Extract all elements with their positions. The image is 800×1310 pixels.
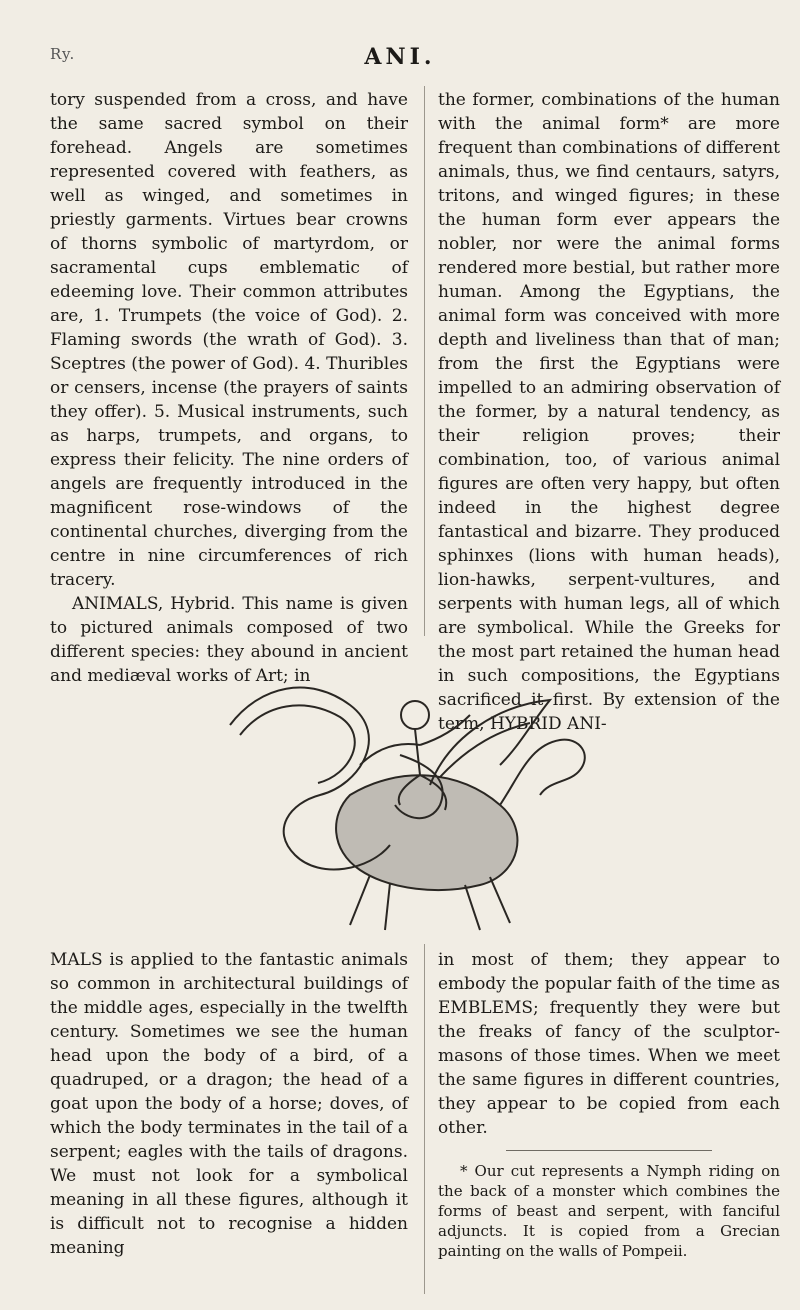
right-column-top xyxy=(438,88,780,736)
paragraph-fantastic-animals: MALS is applied to the fantastic animals so common in architectural buildings of the middle ages, especially in the twelfth century. Sometimes we see the human head upon the body of a bird, of a quadruped, or a dragon; the head of a goat upon the body of a horse; doves, of which the body terminates in the tail of a serpent; eagles with the tails of dragons. We must not look for a symbolical meaning in all these figures, although it is difficult not to recognise a hidden meaning xyxy=(50,950,408,1258)
left-column-bottom xyxy=(50,948,408,1260)
left-column-top xyxy=(50,88,408,688)
column-divider-top xyxy=(424,86,425,636)
column-divider-bottom xyxy=(424,944,425,1294)
page-corner-mark: Ry. xyxy=(50,45,76,63)
paragraph-animals-hybrid: ANIMALS, Hybrid. This name is given to pictured animals composed of two different species: they abound in ancient and mediæval works of Art; in xyxy=(50,594,408,686)
paragraph-hybrid-continued: the former, combinations of the human with the animal form* are more frequent than combinations of different animals, thus, we find centaurs, satyrs, tritons, and winged figures; in these the human form ever appears the nobler, nor were the animal forms rendered more bestial, but rather more human. Among the Egyptians, the animal form was conceived with more depth and liveliness than that of man; from the first the Egyptians were impelled to an admiring observation of the former, by a natural tendency, as their religion proves; their combination, too, of various animal figures are often very happy, but often indeed in the highest degree fantastical and bizarre. They produced sphinxes (lions with human heads), lion-hawks, serpent-vultures, and serpents with human legs, all of which are symbolical. While the Greeks for the most part retained the human head in such compositions, the Egyptians sacrificed it first. By extension of the term, HYBRID ANI- xyxy=(438,90,780,734)
footnote-rule xyxy=(506,1150,711,1151)
nymph-monster-illustration xyxy=(200,645,600,935)
right-column-bottom xyxy=(438,948,780,1261)
paragraph-angels: tory suspended from a cross, and have the same sacred symbol on their forehead. Angels are sometimes represented covered with feathers, as well as winged, and sometimes in priestly garments. Virtues bear crowns of thorns symbolic of martyrdom, or sacramental cups emblematic of edeeming love. Their common attributes are, 1. Trumpets (the voice of God). 2. Flaming swords (the wrath of God). 3. Sceptres (the power of God). 4. Thuribles or censers, incense (the prayers of saints they offer). 5. Musical instruments, such as harps, trumpets, and organs, to express their felicity. The nine orders of angels are frequently introduced in the magnificent rose-windows of the continental churches, diverging from the centre in nine circumferences of rich tracery. xyxy=(50,90,408,590)
running-head: ANI. xyxy=(364,44,436,70)
footnote: * Our cut represents a Nymph riding on the back of a monster which combines the forms of beast and serpent, with fanciful adjuncts. It is copied from a Grecian painting on the walls of Pompeii. xyxy=(438,1162,780,1260)
paragraph-emblems: in most of them; they appear to embody the popular faith of the time as EMBLEMS; frequently they were but the freaks of fancy of the sculptor-masons of those times. When we meet the same figures in different countries, they appear to be copied from each other. xyxy=(438,950,780,1138)
